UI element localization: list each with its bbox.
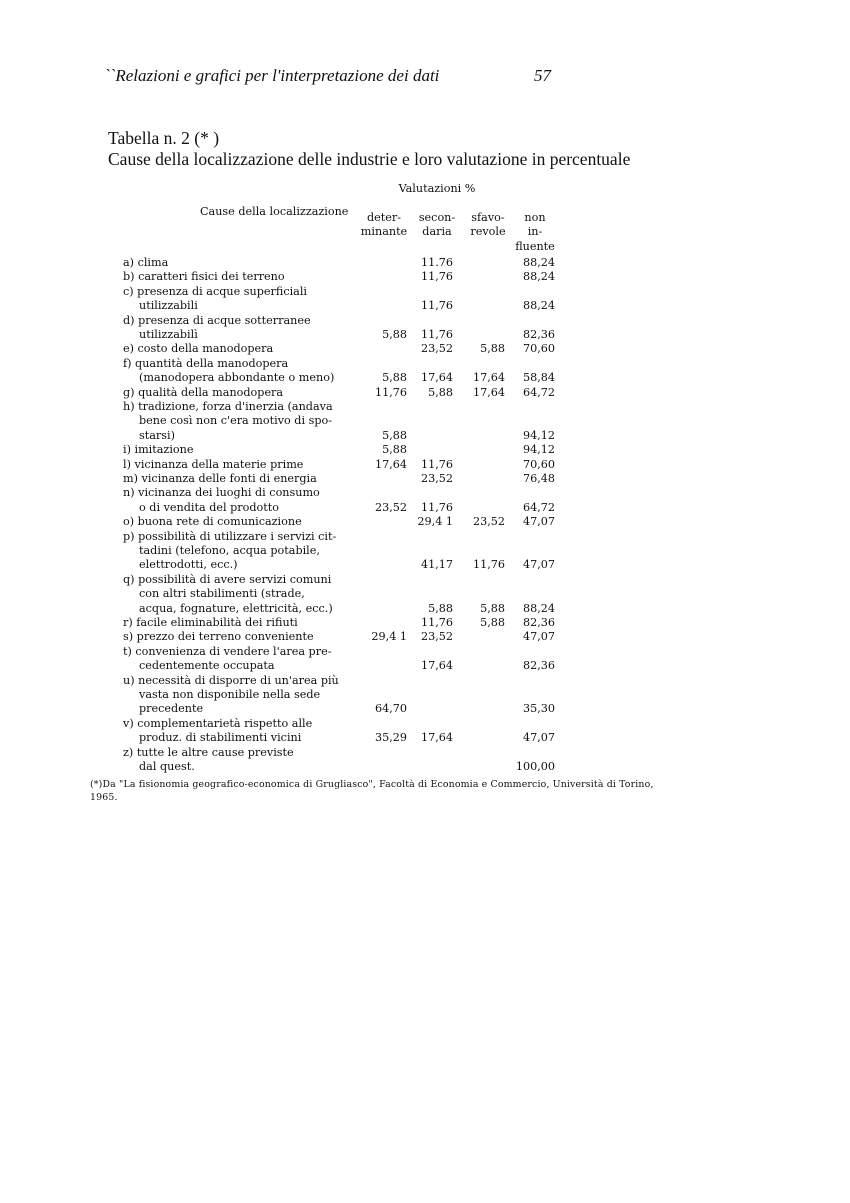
cell-secondaria: 17,64 [420, 371, 453, 385]
row-label: u) necessità di disporre di un'area più [123, 673, 339, 687]
footnote [90, 778, 730, 804]
cell-non-influente: 88,24 [522, 299, 555, 313]
cell-non-influente: 35,30 [522, 702, 555, 716]
cell-non-influente: 88,24 [522, 601, 555, 615]
row-label: tadini (telefono, acqua potabile, [139, 544, 320, 557]
cause-column-header: Cause della localizzazione [200, 205, 349, 218]
row-label: d) presenza di acque sotterranee [123, 313, 311, 327]
row-label: q) possibilità di avere servizi comuni [123, 572, 332, 586]
cell-non-influente: 94,12 [522, 443, 555, 457]
column-header-sfavorevole: sfavo- [471, 211, 505, 224]
row-label: z) tutte le altre cause previste [123, 745, 294, 759]
row-label: i) imitazione [123, 443, 194, 457]
row-label: cedentemente occupata [139, 659, 275, 673]
row-label: a) clima [123, 256, 169, 269]
cell-non-influente: 94,12 [522, 428, 555, 442]
row-label: s) prezzo dei terreno conveniente [123, 630, 314, 644]
cell-non-influente: 47,07 [522, 731, 555, 745]
cell-determinante: 5,88 [382, 328, 407, 341]
cell-non-influente: 64,72 [522, 385, 555, 399]
row-label: b) caratteri fisici dei terreno [123, 270, 285, 284]
cell-secondaria: 11,76 [420, 299, 453, 313]
valutazioni-group-header: Valutazioni % [398, 182, 476, 195]
column-header-non-influente: fluente [515, 239, 555, 253]
row-label: v) complementarietà rispetto alle [123, 716, 313, 730]
column-header-determinante: deter- [366, 211, 402, 224]
row-label: l) vicinanza della materie prime [123, 457, 304, 471]
row-label: utilizzabili [139, 299, 198, 313]
column-header-determinante: minante [360, 225, 408, 239]
row-label: p) possibilità di utilizzare i servizi cit- [123, 529, 337, 543]
row-label: dal quest. [139, 760, 195, 773]
cell-secondaria: 41,17 [420, 558, 453, 572]
row-label: utilizzabilì [139, 328, 198, 341]
cell-secondaria: 17,64 [420, 659, 453, 673]
cell-secondaria: 11,76 [420, 328, 453, 341]
row-label: g) qualità della manodopera [123, 385, 284, 399]
cell-secondaria: 23,52 [420, 472, 453, 485]
cell-sfavorevole: 11,76 [472, 558, 505, 572]
cell-determinante: 5,88 [382, 443, 407, 457]
row-label: o) buona rete di comunicazione [123, 515, 302, 529]
cell-sfavorevole: 17,64 [472, 385, 505, 399]
cell-non-influente: 76,48 [522, 472, 555, 485]
column-header-secondaria: secon- [418, 211, 456, 224]
footnote-line-1: (*)Da "La fisionomia geografico-economica di Grugliasco", Facoltà di Economia e Commercio, Università di Torino, [90, 779, 654, 790]
cell-secondaria: 11.76 [420, 256, 453, 269]
running-header-title: ``Relazioni e grafici per l'interpretazione dei dati [104, 66, 440, 85]
cell-non-influente: 88,24 [522, 270, 555, 284]
cell-sfavorevole: 5,88 [480, 616, 505, 629]
row-label: vasta non disponibile nella sede [139, 688, 321, 701]
row-label: r) facile eliminabilità dei rifiuti [123, 616, 298, 629]
cell-secondaria: 23,52 [420, 630, 453, 644]
cell-non-influente: 82,36 [522, 328, 555, 341]
column-header-secondaria: daria [422, 225, 452, 239]
row-label: precedente [139, 702, 204, 716]
row-label: produz. di stabilimenti vicini [139, 731, 302, 745]
cell-non-influente: 82,36 [522, 659, 555, 673]
cell-non-influente: 64,72 [522, 500, 555, 514]
row-label: c) presenza di acque superficiali [123, 284, 307, 298]
cell-non-influente: 58,84 [522, 371, 555, 385]
row-label: elettrodotti, ecc.) [139, 558, 238, 572]
table-caption-title: Cause della localizzazione delle industrie e loro valutazione in percentuale [108, 149, 631, 169]
row-label: t) convenienza di vendere l'area pre- [123, 644, 332, 658]
row-label: bene così non c'era motivo di spo- [139, 414, 333, 428]
cell-sfavorevole: 23,52 [472, 515, 505, 529]
cell-non-influente: 47,07 [522, 630, 555, 644]
cell-non-influente: 100,00 [515, 760, 555, 773]
page-number: 57 [534, 66, 551, 85]
cell-secondaria: 5,88 [428, 385, 453, 399]
row-label: n) vicinanza dei luoghi di consumo [123, 486, 320, 500]
cell-secondaria: 11,76 [420, 270, 453, 284]
cell-sfavorevole: 17,64 [472, 371, 505, 385]
cell-secondaria: 11,76 [420, 457, 453, 471]
cell-secondaria: 23,52 [420, 342, 453, 356]
row-label: h) tradizione, forza d'inerzia (andava [123, 400, 333, 413]
row-label: e) costo della manodopera [123, 342, 274, 356]
cell-non-influente: 47,07 [522, 515, 555, 529]
cell-non-influente: 70,60 [522, 457, 555, 471]
row-label: con altri stabilimenti (strade, [139, 587, 305, 601]
cell-secondaria: 5,88 [428, 601, 453, 615]
cell-secondaria: 11,76 [420, 616, 453, 629]
cell-determinante: 35,29 [374, 731, 407, 745]
cell-determinante: 5,88 [382, 428, 407, 442]
cell-determinante: 64,70 [374, 702, 407, 716]
table-caption-number: Tabella n. 2 (* ) [108, 128, 220, 148]
cell-determinante: 23,52 [374, 500, 407, 514]
column-header-non-influente: in- [527, 225, 543, 239]
cell-non-influente: 88,24 [522, 256, 555, 269]
cell-determinante: 5,88 [382, 371, 407, 385]
cell-determinante: 17,64 [374, 457, 407, 471]
row-label: acqua, fognature, elettricità, ecc.) [139, 601, 333, 615]
cell-sfavorevole: 5,88 [480, 342, 505, 356]
cell-secondaria: 17,64 [420, 731, 453, 745]
cell-secondaria: 11,76 [420, 500, 453, 514]
cell-determinante: 11,76 [374, 385, 407, 399]
cell-determinante: 29,4 1 [371, 630, 407, 644]
row-label: f) quantità della manodopera [123, 356, 289, 370]
cell-sfavorevole: 5,88 [480, 601, 505, 615]
row-label: m) vicinanza delle fonti di energia [123, 472, 317, 485]
row-label: o di vendita del prodotto [139, 500, 279, 514]
cell-secondaria: 29,4 1 [417, 515, 453, 529]
footnote-line-2: 1965. [90, 792, 118, 803]
cell-non-influente: 47,07 [522, 558, 555, 572]
row-label: (manodopera abbondante o meno) [139, 371, 335, 385]
cell-non-influente: 82,36 [522, 616, 555, 629]
cell-non-influente: 70,60 [522, 342, 555, 356]
row-label: starsi) [139, 428, 175, 442]
column-header-sfavorevole: revole [470, 225, 506, 239]
column-header-non-influente: non [524, 211, 546, 224]
